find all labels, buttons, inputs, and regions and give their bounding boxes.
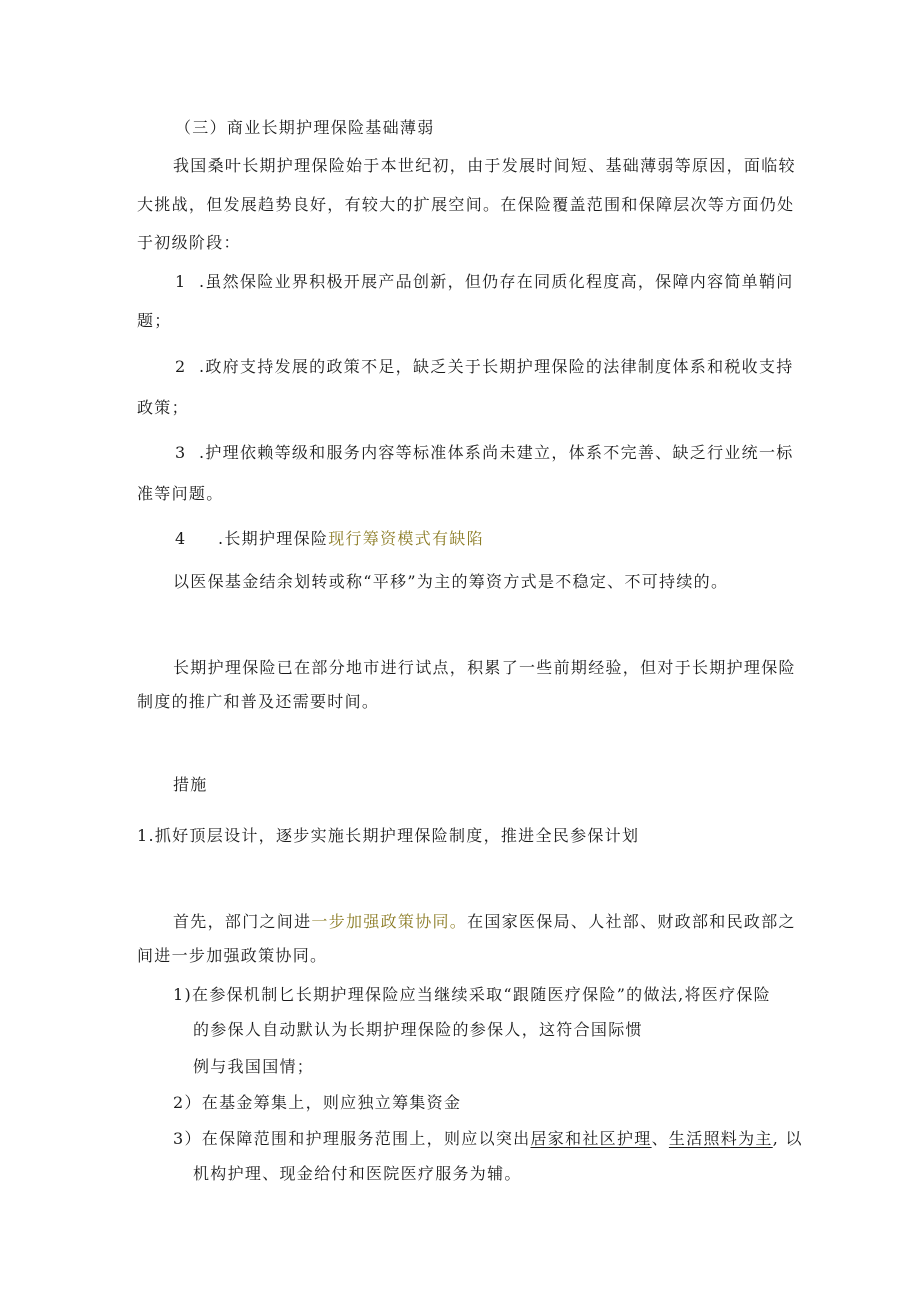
underline-daily-care: 生活照料为主 — [668, 1129, 773, 1148]
first-plain-1: 首先，部门之间进 — [173, 912, 312, 931]
measures-title: 措施 — [173, 775, 208, 794]
first-line-2: 间进一步加强政策协同。 — [137, 946, 328, 965]
sub-item-3-prefix: 3）在保障范围和护理服务范围上，则应以突出 — [173, 1129, 531, 1148]
point-1-line-1: .虽然保险业界积极开展产品创新，但仍存在同质化程度高，保障内容简单鞘问 — [199, 272, 794, 291]
point-4-number: 4 — [175, 529, 187, 548]
point-3-number: 3 — [175, 443, 187, 462]
sub-item-2: 2）在基金筹集上，则应独立筹集资金 — [173, 1093, 462, 1112]
point-1-number: 1 — [175, 272, 187, 291]
section-heading: （三）商业长期护理保险基础薄弱 — [175, 118, 435, 137]
point-2-line-1: .政府支持发展的政策不足，缺乏关于长期护理保险的法律制度体系和税收支持 — [199, 357, 794, 376]
sub-item-1-line-3: 例与我国国情； — [193, 1057, 315, 1076]
sub-item-3-line-2: 机构护理、现金给付和医院医疗服务为辅。 — [193, 1164, 522, 1183]
point-3-line-1: .护理依赖等级和服务内容等标准体系尚未建立，体系不完善、缺乏行业统一标 — [199, 443, 794, 462]
funding-note: 以医保基金结余划转或称“平移”为主的筹资方式是不稳定、不可持续的。 — [173, 572, 729, 591]
sub-item-1-line-1: 1)在参保机制匕长期护理保险应当继续采取“跟随医疗保险”的做法,将医疗保险 — [173, 985, 771, 1004]
first-line-1 — [173, 912, 796, 932]
sub-item-3-line-1 — [173, 1129, 803, 1149]
first-highlight: 一步加强政策协同。 — [311, 912, 468, 931]
underline-home-community-care: 居家和社区护理 — [530, 1129, 652, 1148]
first-plain-2: 在国家医保局、人社部、财政部和民政部之 — [467, 912, 796, 931]
point-1-line-2: 题； — [137, 311, 172, 330]
pilot-line-1: 长期护理保险已在部分地市进行试点，积累了一些前期经验，但对于长期护理保险 — [173, 658, 796, 677]
measure-one: 1.抓好顶层设计，逐步实施长期护理保险制度，推进全民参保计划 — [137, 826, 640, 845]
intro-line-3: 于初级阶段： — [137, 233, 241, 252]
point-4-line — [218, 529, 484, 549]
point-2-line-2: 政策； — [137, 398, 189, 417]
sub-item-3-suffix: , 以 — [772, 1129, 803, 1148]
point-3-line-2: 准等问题。 — [137, 484, 224, 503]
intro-line-1: 我国桑叶长期护理保险始于本世纪初，由于发展时间短、基础薄弱等原因，面临较 — [173, 156, 796, 175]
sub-item-1-line-2: 的参保人自动默认为长期护理保险的参保人，这符合国际惯 — [193, 1020, 643, 1039]
intro-line-2: 大挑战，但发展趋势良好，有较大的扩展空间。在保险覆盖范围和保障层次等方面仍处 — [137, 195, 795, 214]
point-4-plain: .长期护理保险 — [218, 529, 329, 548]
pilot-line-2: 制度的推广和普及还需要时间。 — [137, 692, 380, 711]
sub-item-3-separator: 、 — [651, 1129, 669, 1148]
point-4-highlight: 现行筹资模式有缺陷 — [328, 529, 484, 548]
point-2-number: 2 — [175, 357, 187, 376]
